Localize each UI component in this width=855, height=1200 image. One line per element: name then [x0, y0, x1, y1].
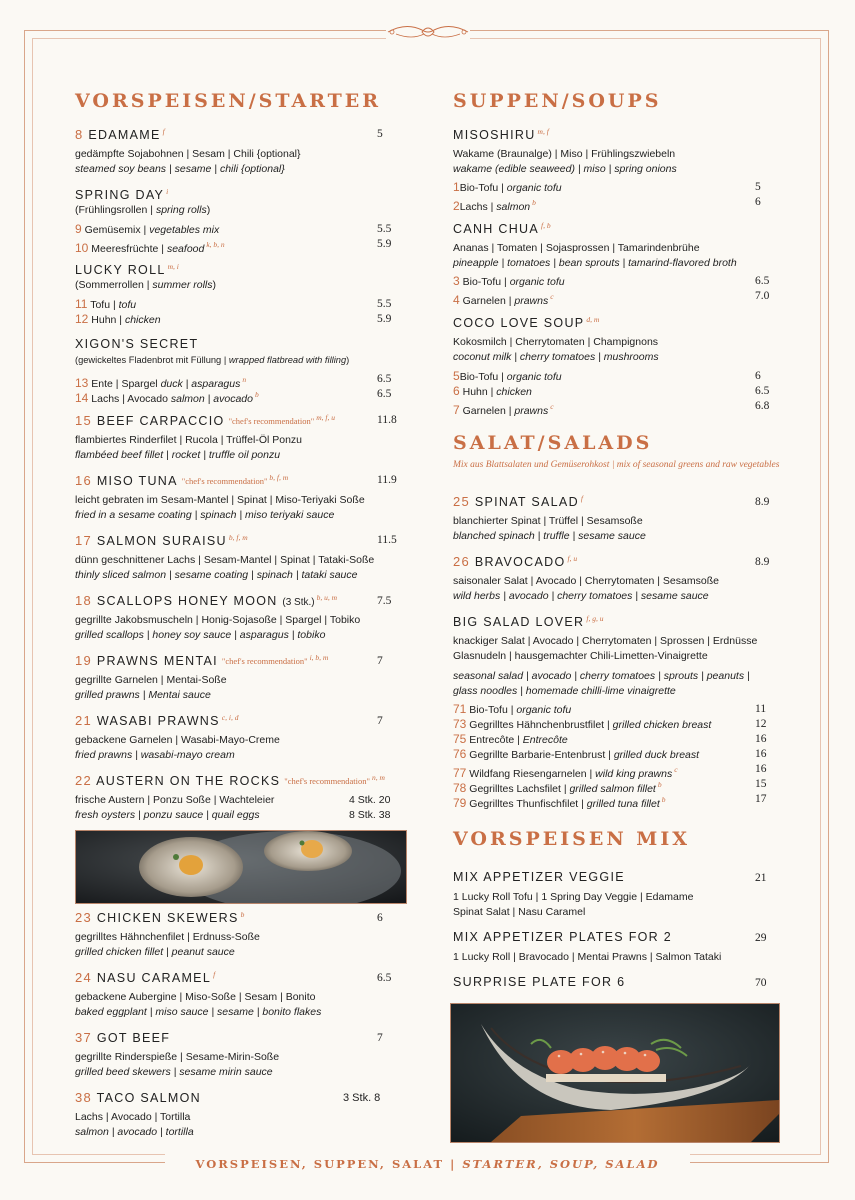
item-description	[75, 493, 365, 523]
allergen-code: b	[240, 910, 245, 919]
item-name: SCALLOPS HONEY MOON	[96, 594, 278, 608]
item-price: 11.5	[377, 534, 397, 546]
desc-en: grilled beed skewers | sesame mirin sauce	[75, 1066, 273, 1078]
price-8: 8 Stk. 38	[349, 809, 391, 821]
allergen-code: f, g, u	[586, 614, 604, 623]
salads-subtitle: Mix aus Blattsalaten und Gemüserohkost | mix of seasonal greens and raw vegetables	[453, 460, 780, 470]
desc-de: gegrillte Garnelen | Mentai-Soße	[75, 674, 227, 686]
variant-en: prawns	[514, 405, 549, 417]
desc-line-2: Spinat Salat | Nasu Caramel	[453, 906, 586, 918]
item-description	[453, 514, 646, 544]
desc-en: steamed soy beans | sesame | chili {optional}	[75, 163, 285, 175]
heading-salads: SALAT/SALADS	[453, 432, 653, 454]
variant-number: 6	[453, 384, 460, 398]
item-description	[75, 203, 210, 218]
chefs-recommendation: "chef's recommendation"	[228, 416, 315, 426]
item-name: WASABI PRAWNS	[96, 714, 220, 728]
item-chicken-skewers	[75, 910, 244, 925]
allergen-code: c	[674, 765, 678, 774]
item-number: 19	[75, 653, 93, 668]
item-name: BIG SALAD LOVER	[453, 615, 585, 629]
variant-de: Huhn |	[462, 386, 497, 398]
item-taco-salmon	[75, 1090, 201, 1105]
desc-en-line-1: seasonal salad | avocado | cherry tomatoes | sprouts | peanuts |	[453, 670, 750, 682]
item-price: 21	[755, 872, 767, 884]
item-name: MISO TUNA	[96, 474, 178, 488]
item-description	[453, 950, 721, 965]
item-number: 17	[75, 533, 93, 548]
oyster-photo	[75, 830, 407, 904]
item-name: NASU CARAMEL	[96, 971, 212, 985]
allergen-code: c	[550, 402, 554, 411]
top-ornament-icon	[386, 20, 470, 44]
variant-de: Huhn |	[91, 314, 125, 326]
variant-en: grilled chicken breast	[612, 719, 712, 731]
variant-price: 15	[755, 778, 767, 790]
allergen-code: b, f, m	[269, 473, 289, 482]
variant-en: chicken	[124, 314, 161, 326]
desc-close: )	[206, 204, 211, 216]
allergen-code: f, b	[541, 221, 551, 230]
item-price: 8.9	[755, 556, 770, 568]
variant-number: 75	[453, 732, 467, 746]
item-name: AUSTERN ON THE ROCKS	[96, 774, 281, 788]
variant-row	[453, 384, 532, 400]
variant-row	[75, 297, 136, 313]
variant-price: 12	[755, 718, 767, 730]
allergen-code: f	[162, 127, 165, 136]
oyster-photo-art	[76, 831, 406, 903]
desc-de: saisonaler Salat | Avocado | Cherrytomaten | Sesamsoße	[453, 575, 719, 587]
item-xigons-secret	[75, 337, 198, 351]
variant-row	[75, 312, 161, 328]
variant-row	[453, 732, 568, 748]
item-description	[75, 733, 280, 763]
desc-en-line-2: glass noodles | homemade chilli-lime vinaigrette	[453, 685, 676, 697]
variant-row	[453, 274, 565, 290]
desc-de: Kokosmilch | Cherrytomaten | Champignons	[453, 336, 659, 348]
desc-en: coconut milk | cherry tomatoes | mushrooms	[453, 351, 659, 363]
item-name: SPRING DAY	[75, 188, 165, 202]
variant-price: 17	[755, 793, 767, 805]
desc-en: grilled scallops | honey soy sauce | asparagus | tobiko	[75, 629, 326, 641]
variant-number: 13	[75, 376, 89, 390]
item-description	[453, 241, 737, 271]
item-name: CHICKEN SKEWERS	[96, 911, 239, 925]
variant-row	[453, 747, 699, 763]
desc-de-line-2: Glasnudeln | hausgemachter Chili-Limetten-Vinaigrette	[453, 650, 708, 662]
item-number: 24	[75, 970, 93, 985]
item-spring-day	[75, 187, 168, 202]
desc-en: wrapped flatbread with filling	[228, 355, 347, 365]
variant-row	[453, 289, 554, 309]
item-price: 7.5	[377, 595, 392, 607]
variant-en: grilled duck breast	[613, 749, 700, 761]
item-quantity: (3 Stk.)	[282, 597, 315, 608]
heading-soups: SUPPEN/SOUPS	[453, 90, 662, 112]
variant-number: 5	[453, 369, 460, 383]
item-mix-appetizer-veggie	[453, 870, 625, 884]
variant-price: 16	[755, 748, 767, 760]
item-number: 21	[75, 713, 93, 728]
variant-de: Wildfang Riesengarnelen |	[469, 768, 596, 780]
variant-en: grilled salmon fillet	[569, 783, 656, 795]
item-beef-carpaccio	[75, 413, 335, 428]
item-name: SURPRISE PLATE FOR 6	[453, 975, 626, 989]
chefs-recommendation: "chef's recommendation"	[221, 656, 308, 666]
variant-number: 1	[453, 180, 460, 194]
item-price: 5	[377, 128, 383, 140]
item-miso-tuna	[75, 473, 288, 488]
item-description	[453, 147, 677, 177]
variant-de: Gegrilltes Hähnchenbrustfilet |	[469, 719, 613, 731]
desc-en: pineapple | tomatoes | bean sprouts | tamarind-flavored broth	[453, 257, 737, 269]
allergen-code: c, i, d	[221, 713, 239, 722]
desc-de: leicht gebraten im Sesam-Mantel | Spinat | Miso-Teriyaki Soße	[75, 494, 365, 506]
item-name: BEEF CARPACCIO	[96, 414, 225, 428]
variant-en: grilled tuna fillet	[586, 798, 660, 810]
item-wasabi-prawns	[75, 713, 238, 728]
item-description	[75, 990, 321, 1020]
item-number: 26	[453, 554, 471, 569]
variant-number: 3	[453, 274, 460, 288]
variant-row	[75, 387, 259, 407]
variant-de: Lachs | Avocado	[91, 393, 171, 405]
variant-price: 5.5	[377, 298, 392, 310]
item-description-en	[453, 669, 750, 699]
desc-en: spring rolls	[155, 204, 207, 216]
item-coco-love-soup	[453, 315, 599, 330]
desc-de: gegrillte Jakobsmuscheln | Honig-Sojasoße | Spargel | Tobiko	[75, 614, 361, 626]
item-price: 6.5	[377, 972, 392, 984]
desc-en: baked eggplant | miso sauce | sesame | bonito flakes	[75, 1006, 322, 1018]
variant-de: Bio-Tofu |	[459, 371, 507, 383]
item-description	[75, 147, 301, 177]
desc-de: gegrilltes Hähnchenfilet | Erdnuss-Soße	[75, 931, 260, 943]
desc-en: blanched spinach | truffle | sesame sauce	[453, 530, 646, 542]
variant-de: Garnelen |	[462, 405, 515, 417]
variant-de: Garnelen |	[462, 295, 515, 307]
item-number: 25	[453, 494, 471, 509]
desc-de: Wakame (Braunalge) | Miso | Frühlingszwiebeln	[453, 148, 676, 160]
allergen-code: b	[532, 198, 536, 207]
variant-de: Bio-Tofu |	[469, 704, 517, 716]
item-description	[75, 673, 227, 703]
item-price: 29	[755, 932, 767, 944]
item-austern-on-the-rocks	[75, 773, 385, 788]
item-description	[75, 278, 216, 293]
desc-de: frische Austern | Ponzu Soße | Wachteleier	[75, 794, 275, 806]
item-price: 6	[377, 912, 383, 924]
item-number: 23	[75, 910, 93, 925]
allergen-code: m, i	[167, 262, 179, 271]
heading-vorspeisen-mix: VORSPEISEN MIX	[453, 828, 690, 850]
variant-en: organic tofu	[506, 371, 562, 383]
item-description	[75, 1110, 194, 1140]
variant-number: 12	[75, 312, 89, 326]
item-misoshiru	[453, 127, 549, 142]
desc-de: (Frühlingsrollen |	[75, 204, 156, 216]
desc-close: )	[212, 279, 217, 291]
variant-price: 16	[755, 733, 767, 745]
item-name: LUCKY ROLL	[75, 263, 166, 277]
variant-price: 6.8	[755, 400, 770, 412]
variant-en: seafood	[166, 243, 205, 255]
item-name: CANH CHUA	[453, 222, 540, 236]
item-bravocado	[453, 554, 577, 569]
item-number: 8	[75, 127, 84, 142]
desc-en: thinly sliced salmon | sesame coating | spinach | tataki sauce	[75, 569, 358, 581]
item-description	[453, 574, 719, 604]
item-name: PRAWNS MENTAI	[96, 654, 218, 668]
variant-number: 14	[75, 391, 89, 405]
salmon-dish-photo-art	[451, 1004, 779, 1142]
allergen-code: b	[661, 795, 666, 804]
variant-price: 5	[755, 181, 761, 193]
variant-price: 6	[755, 370, 761, 382]
variant-price: 7.0	[755, 290, 770, 302]
desc-en: flambéed beef fillet | rocket | truffle oil ponzu	[75, 449, 281, 461]
item-number: 37	[75, 1030, 93, 1045]
desc-en: grilled chicken fillet | peanut sauce	[75, 946, 235, 958]
item-salmon-suraisu	[75, 533, 248, 548]
desc-en: summer rolls	[152, 279, 213, 291]
variant-price: 11	[755, 703, 767, 715]
variant-number: 73	[453, 717, 467, 731]
item-got-beef	[75, 1030, 170, 1045]
allergen-code: i, b, m	[309, 653, 329, 662]
item-name: GOT BEEF	[96, 1031, 171, 1045]
allergen-code: n, m	[371, 773, 385, 782]
footer-sep: |	[450, 1157, 457, 1171]
item-price: 7	[377, 1032, 383, 1044]
variant-row	[453, 702, 571, 718]
allergen-code: f, u	[567, 554, 578, 563]
variant-price: 5.9	[377, 313, 392, 325]
item-lucky-roll	[75, 262, 179, 277]
variant-en: Entrecôte	[522, 734, 568, 746]
variant-de: Entrecôte |	[469, 734, 523, 746]
item-mix-appetizer-plates	[453, 930, 672, 944]
variant-number: 7	[453, 403, 460, 417]
item-price: 8.9	[755, 496, 770, 508]
item-name: MIX APPETIZER PLATES FOR 2	[453, 930, 673, 944]
item-description	[75, 353, 349, 368]
variant-row	[453, 195, 536, 215]
item-price: 3 Stk. 8	[343, 1092, 381, 1104]
desc-en: fried prawns | wasabi-mayo cream	[75, 749, 235, 761]
item-canh-chua	[453, 221, 551, 236]
item-price: 7	[377, 655, 383, 667]
footer-de: VORSPEISEN, SUPPEN, SALAT	[195, 1157, 445, 1171]
variant-row	[453, 369, 562, 385]
item-name: COCO LOVE SOUP	[453, 316, 585, 330]
item-description	[75, 553, 374, 583]
variant-de: Gegrilltes Lachsfilet |	[469, 783, 570, 795]
desc-de: Ananas | Tomaten | Sojasprossen | Tamarindenbrühe	[453, 242, 700, 254]
allergen-code: n	[242, 375, 247, 384]
item-number: 18	[75, 593, 93, 608]
item-name: XIGON'S SECRET	[75, 337, 199, 351]
variant-en: salmon | avocado	[170, 393, 253, 405]
item-edamame	[75, 127, 165, 142]
desc-de: gegrillte Rinderspieße | Sesame-Mirin-Soße	[75, 1051, 280, 1063]
item-number: 38	[75, 1090, 93, 1105]
item-name: BRAVOCADO	[474, 555, 566, 569]
variant-en: wild king prawns	[595, 768, 673, 780]
variant-en: vegetables mix	[149, 224, 220, 236]
item-name: TACO SALMON	[96, 1091, 201, 1105]
desc-de: gedämpfte Sojabohnen | Sesam | Chili {optional}	[75, 148, 301, 160]
allergen-code: m, f	[537, 127, 549, 136]
item-price: 11.8	[377, 414, 397, 426]
allergen-code: b, f, m	[228, 533, 248, 542]
desc-de-line-1: knackiger Salat | Avocado | Cherrytomaten | Sprossen | Erdnüsse	[453, 635, 758, 647]
variant-number: 2	[453, 199, 460, 213]
item-description-de	[453, 634, 757, 664]
variant-de: Lachs |	[459, 201, 497, 213]
item-name: MISOSHIRU	[453, 128, 536, 142]
variant-price: 16	[755, 763, 767, 775]
allergen-code: i	[166, 187, 169, 196]
desc-en: wakame (edible seaweed) | miso | spring onions	[453, 163, 677, 175]
allergen-code: k, b, n	[206, 240, 225, 249]
variant-de: Gegrillte Barbarie-Entenbrust |	[469, 749, 614, 761]
variant-price: 6.5	[377, 388, 392, 400]
item-name: EDAMAME	[88, 128, 161, 142]
page-footer	[165, 1152, 690, 1176]
desc-de: gebackene Aubergine | Miso-Soße | Sesam | Bonito	[75, 991, 316, 1003]
variant-number: 79	[453, 796, 467, 810]
variant-de: Meeresfrüchte |	[91, 243, 167, 255]
chefs-recommendation: "chef's recommendation"	[284, 776, 370, 786]
variant-number: 76	[453, 747, 467, 761]
desc-en: fried in a sesame coating | spinach | miso teriyaki sauce	[75, 509, 335, 521]
variant-number: 78	[453, 781, 467, 795]
item-name: MIX APPETIZER VEGGIE	[453, 870, 625, 884]
item-big-salad-lover	[453, 614, 603, 629]
allergen-code: d, m	[586, 315, 600, 324]
item-description	[453, 335, 659, 365]
variant-number: 9	[75, 222, 82, 236]
variant-en: chicken	[496, 386, 532, 398]
desc-de: gebackene Garnelen | Wasabi-Mayo-Creme	[75, 734, 280, 746]
desc-de: Lachs | Avocado | Tortilla	[75, 1111, 191, 1123]
allergen-code: m, f, u	[316, 413, 335, 422]
variant-en: prawns	[514, 295, 549, 307]
desc-line-1: 1 Lucky Roll | Bravocado | Mentai Prawns | Salmon Tataki	[453, 951, 722, 963]
variant-en: organic tofu	[516, 704, 572, 716]
variant-number: 10	[75, 241, 89, 255]
item-description	[453, 890, 693, 920]
variant-row	[453, 717, 711, 733]
item-number: 22	[75, 773, 93, 788]
variant-price: 6	[755, 196, 761, 208]
variant-de: Gegrilltes Thunfischfilet |	[469, 798, 587, 810]
allergen-code: b	[254, 390, 259, 399]
variant-price: 6.5	[755, 275, 770, 287]
variant-en: tofu	[118, 299, 137, 311]
variant-row	[453, 180, 562, 196]
variant-en: organic tofu	[509, 276, 565, 288]
chefs-recommendation: "chef's recommendation"	[181, 476, 268, 486]
item-price: 11.9	[377, 474, 397, 486]
heading-starter: VORSPEISEN/STARTER	[75, 90, 382, 112]
item-description	[75, 930, 260, 960]
allergen-code: b, u, m	[316, 593, 338, 602]
variant-price: 5.5	[377, 223, 392, 235]
desc-close: )	[346, 355, 350, 365]
variant-row	[75, 237, 225, 257]
variant-price: 6.5	[377, 373, 392, 385]
variant-de: Bio-Tofu |	[462, 276, 510, 288]
desc-en: wild herbs | avocado | cherry tomatoes | sesame sauce	[453, 590, 709, 602]
variant-price: 5.9	[377, 238, 392, 250]
variant-number: 11	[75, 297, 88, 311]
desc-en: salmon | avocado | tortilla	[75, 1126, 194, 1138]
variant-price: 6.5	[755, 385, 770, 397]
allergen-code: f	[580, 494, 583, 503]
price-4: 4 Stk. 20	[349, 794, 391, 806]
variant-de: Gemüsemix |	[84, 224, 150, 236]
item-nasu-caramel	[75, 970, 215, 985]
variant-de: Ente | Spargel	[91, 378, 161, 390]
desc-de: blanchierter Spinat | Trüffel | Sesamsoße	[453, 515, 643, 527]
variant-de: Bio-Tofu |	[459, 182, 507, 194]
item-price: 7	[377, 715, 383, 727]
allergen-code: f	[213, 970, 216, 979]
allergen-code: b	[657, 780, 662, 789]
variant-number: 4	[453, 293, 460, 307]
variant-number: 71	[453, 702, 467, 716]
item-description	[75, 613, 360, 643]
item-scallops-honey-moon	[75, 593, 337, 608]
variant-number: 77	[453, 766, 467, 780]
allergen-code: c	[550, 292, 554, 301]
desc-de: (gewickeltes Fladenbrot mit Füllung |	[75, 355, 229, 365]
variant-row	[453, 792, 666, 812]
item-price-list	[349, 793, 390, 823]
variant-row	[75, 222, 219, 238]
item-spinat-salad	[453, 494, 583, 509]
desc-de: flambiertes Rinderfilet | Rucola | Trüffel-Öl Ponzu	[75, 434, 303, 446]
desc-en: grilled prawns | Mentai sauce	[75, 689, 211, 701]
variant-de: Tofu |	[90, 299, 119, 311]
variant-row	[453, 399, 554, 419]
item-description	[75, 793, 274, 823]
variant-en: organic tofu	[506, 182, 562, 194]
desc-de: dünn geschnittener Lachs | Sesam-Mantel | Spinat | Tataki-Soße	[75, 554, 375, 566]
item-prawns-mentai	[75, 653, 328, 668]
item-price: 70	[755, 977, 767, 989]
salmon-dish-photo	[450, 1003, 780, 1143]
desc-en: fresh oysters | ponzu sauce | quail eggs	[75, 809, 260, 821]
item-number: 15	[75, 413, 93, 428]
variant-en: duck | asparagus	[160, 378, 241, 390]
item-name: SALMON SURAISU	[96, 534, 227, 548]
item-surprise-plate	[453, 975, 625, 989]
item-number: 16	[75, 473, 93, 488]
desc-line-1: 1 Lucky Roll Tofu | 1 Spring Day Veggie | Edamame	[453, 891, 694, 903]
item-description	[75, 433, 302, 463]
item-description	[75, 1050, 279, 1080]
desc-de: (Sommerrollen |	[75, 279, 153, 291]
item-name: SPINAT SALAD	[474, 495, 579, 509]
variant-en: salmon	[496, 201, 531, 213]
footer-en: STARTER, SOUP, SALAD	[462, 1157, 660, 1171]
